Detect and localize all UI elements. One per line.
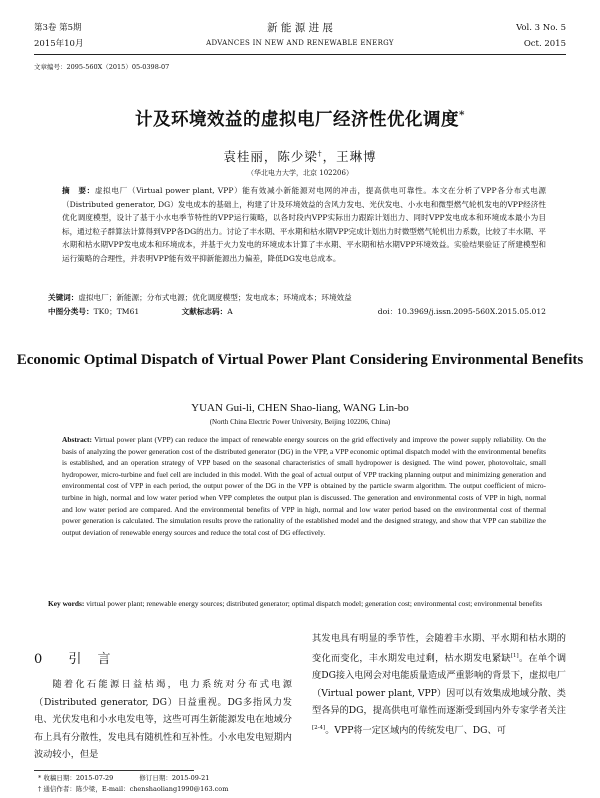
corresponding-author-label: † 通信作者： (38, 785, 76, 793)
keywords-en-label: Key words: (48, 599, 85, 608)
title-cn-text: 计及环境效益的虚拟电厂经济性优化调度 (135, 110, 459, 130)
authors-en: YUAN Gui-li, CHEN Shao-liang, WANG Lin-bo (191, 402, 409, 414)
authors-cn-first: 袁桂丽，陈少梁 (223, 149, 318, 164)
section-title: 引 言 (68, 652, 117, 667)
header-journal-cn: 新 能 源 进 展 (267, 22, 333, 34)
body-left-column (34, 676, 292, 764)
keywords-en-text: virtual power plant; renewable energy sources; distributed generator; optimal dispatch model; generation cost; environmental cost; environmental benefits (86, 599, 543, 608)
header-date-en: Oct. 2015 (523, 39, 566, 49)
header-date-cn: 2015年10月 (34, 39, 84, 49)
authors-cn-mark: † (317, 148, 323, 158)
abstract-en-label: Abstract: (62, 435, 92, 444)
header-issue-cn: 第3卷 第5期 (34, 23, 82, 33)
header-journal-en: ADVANCES IN NEW AND RENEWABLE ENERGY (206, 39, 394, 47)
body-right-column (312, 630, 566, 739)
title-cn (0, 106, 600, 131)
clc-value: TK0；TM61 (93, 307, 140, 316)
classification-cn (48, 305, 546, 319)
keywords-cn-label: 关键词： (48, 293, 79, 302)
keywords-en (48, 598, 546, 610)
authors-cn (0, 147, 600, 165)
corresponding-author: 陈少梁，E-mail：chenshaoliang1990@163.com (75, 785, 229, 793)
article-number: 文章编号：2095-560X（2015）05-0398-07 (34, 63, 170, 71)
revised-label: 修订日期： (139, 774, 172, 782)
body-right-text-b: 。在单个调度DG接入电网会对电能质量造成严重影响的背景下，虚拟电厂（Virtual power plant, VPP）因可以有效集成地域分散、类型各异的DG，提高供电可靠性而逐渐受到国内外专家学者关注 (312, 652, 567, 717)
title-en: Economic Optimal Dispatch of Virtual Power Plant Considering Environmental Benefits (16, 352, 584, 368)
affiliation-cn: （华北电力大学，北京 102206） (247, 169, 353, 177)
abstract-en-text: Virtual power plant (VPP) can reduce the impact of renewable energy sources on the grid effectively and improve the power supply reliability. On the basis of analyzing the power generation cost of the distributed generator (DG) in the VPP, a VPP economic optimal dispatch model with the environmental benefits is established, and an operation strategy of VPP based on the seasonal characteristics of small hydropower is designed. The wind power, photovoltaic, small hydropower, micro-turbine and fuel cell are included in this model. With the goal of actual output of VPP tracking planning output and minimizing generation and environmental cost of VPP in each period, the output power of the DG in the VPP is obtained by the particle swarm algorithm. The output coefficient of micro-turbine in high, normal and low water period when VPP completes the output plan is discussed. The generation and environmental costs of VPP in high, normal and low water period are compared. And the environmental benefits of VPP in high, normal and low water period based on the environmental cost of thermal power generation is calculated. The simulation results prove the rationality of the established model and the designed strategy, and show that VPP can stabilize the output deviation of renewable energy sources and reduce the total cost of DG effectively. (62, 435, 546, 537)
citation-1: [1] (510, 652, 519, 659)
body-right-text-c: 。VPP将一定区域内的传统发电厂、DG、可 (325, 724, 506, 736)
affiliation-en: (North China Electric Power University, Beijing 102206, China) (209, 418, 391, 426)
keywords-cn-text: 虚拟电厂；新能源；分布式电源；优化调度模型；发电成本；环境成本；环境效益 (78, 293, 352, 302)
abstract-cn (62, 184, 546, 265)
doc-code-label: 文献标志码： (181, 307, 228, 316)
abstract-en (62, 434, 546, 538)
received-label: * 收稿日期： (38, 774, 76, 782)
authors-cn-last: ，王琳博 (322, 149, 377, 164)
doi: doi：10.3969/j.issn.2095-560X.2015.05.012 (377, 307, 546, 316)
footnote-author (38, 784, 228, 795)
section-number: 0 (34, 652, 49, 667)
doc-code-value: A (227, 307, 233, 316)
body-right-text-a: 其发电具有明显的季节性，会随着丰水期、平水期和枯水期的变化而变化，丰水期发电过剩，枯水期发电紧缺 (312, 633, 566, 664)
header-rule (34, 54, 566, 55)
footnote-rule (34, 770, 194, 771)
title-cn-mark: * (459, 109, 465, 122)
abstract-cn-label: 摘 要： (62, 186, 95, 195)
body-left-text: 随着化石能源日益枯竭，电力系统对分布式电源（Distributed generator, DG）日益重视。DG多指风力发电、光伏发电和小水电发电等，这些可再生新能源发电在地域分布上具有分散性，发电具有随机性和互补性。小水电发电短期内波动较小，但是 (34, 679, 292, 760)
citation-2-4: [2-4] (312, 724, 326, 731)
header-volume: Vol. 3 No. 5 (516, 23, 566, 33)
abstract-cn-text: 虚拟电厂（Virtual power plant, VPP）能有效减小新能源对电网的冲击，提高供电可靠性。本文在分析了VPP各分布式电源（Distributed generator, DG）发电成本的基础上，构建了计及环境效益的含风力发电、光伏发电、小水电和微型燃气轮机发电的VPP经济性优化调度模型，设计了基于小水电季节特性的VPP运行策略，以各时段内VPP实际出力跟踪计划出力、同时VPP发电成本和环境成本最小为目标，通过粒子群算法计算得到VPP各DG的出力。讨论了丰水期、平水期和枯水期VPP完成计划出力时微型燃气轮机出力系数，比较了丰水期、平水期和枯水期VPP发电成本和环境成本，并基于火力发电的环境成本计算了丰水期、平水期和枯水期VPP环境效益。实验结果验证了所建模型和运行策略的合理性，并表明VPP能有效平抑新能源出力偏差，降低DG发电总成本。 (62, 186, 547, 263)
keywords-cn (48, 291, 546, 305)
received-date: 2015-07-29 (75, 774, 114, 782)
revised-date: 2015-09-21 (171, 774, 210, 782)
clc-label: 中图分类号： (48, 307, 94, 316)
footnote-dates (38, 773, 209, 784)
section-heading (34, 648, 117, 667)
